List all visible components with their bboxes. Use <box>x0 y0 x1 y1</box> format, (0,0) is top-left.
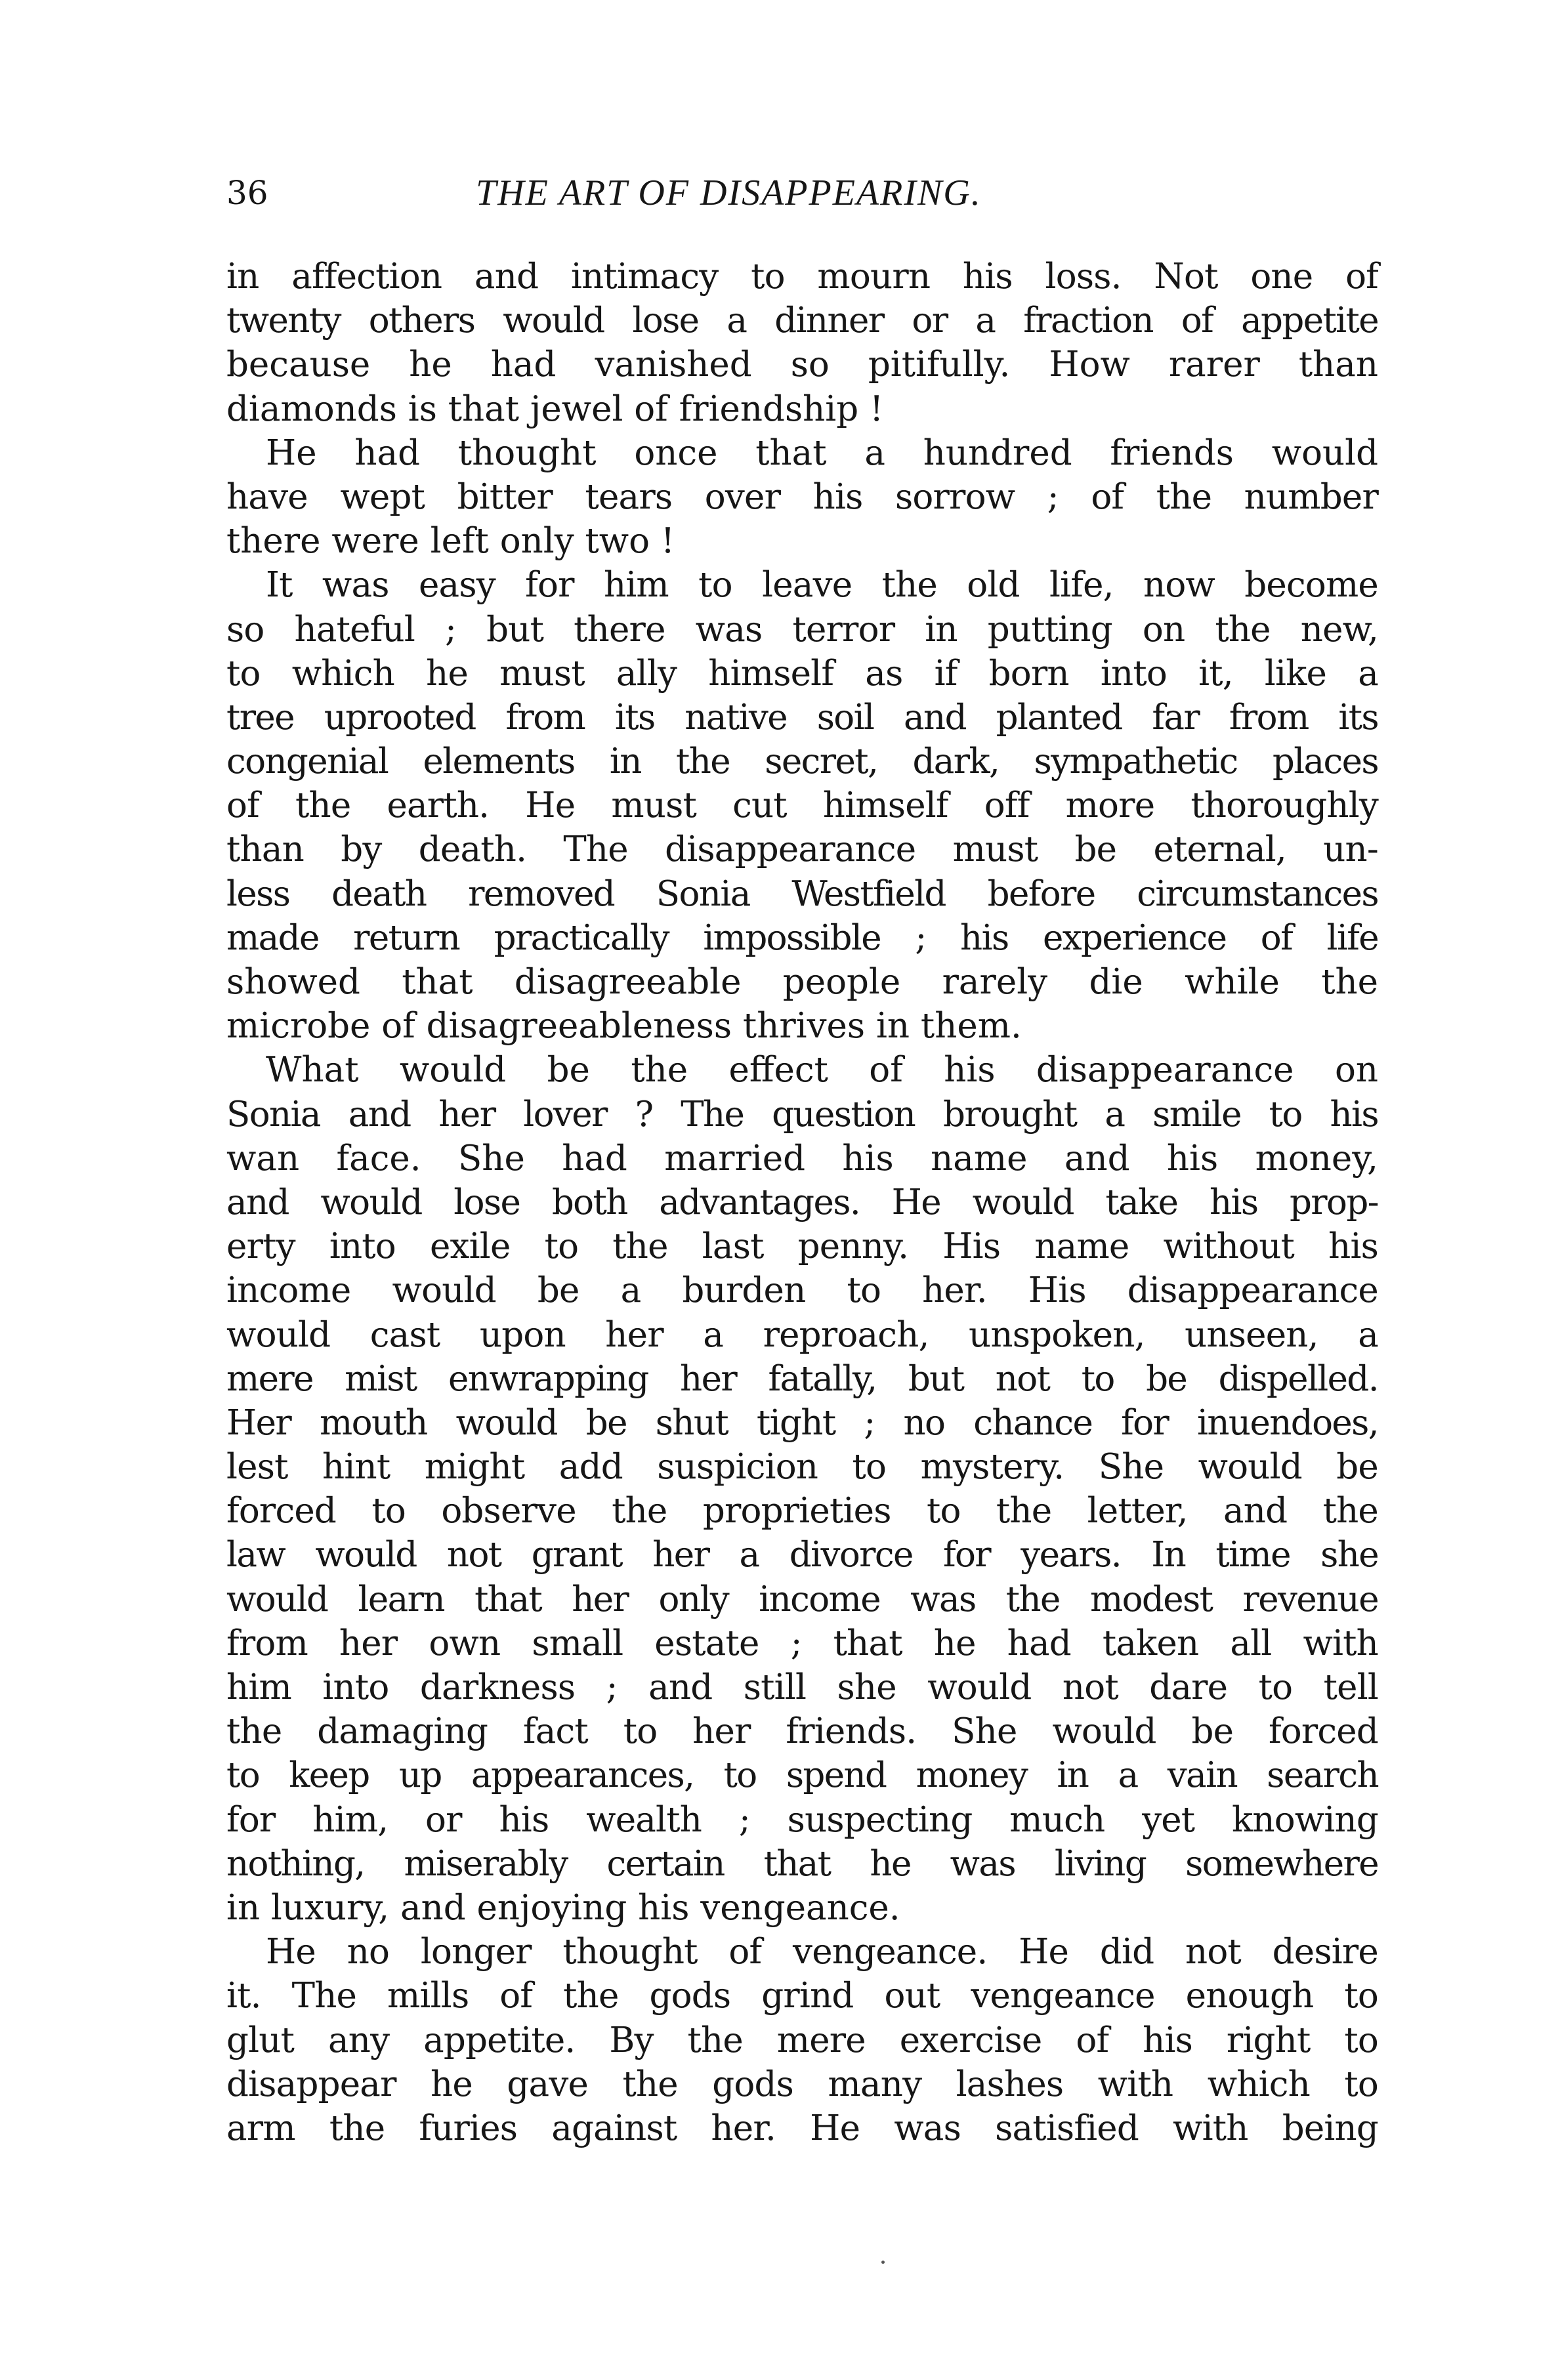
text-line: less death removed Sonia Westfield before circumstances <box>226 873 1378 914</box>
text-line: to keep up appearances, to spend money in a vain search <box>226 1755 1378 1796</box>
text-line: glut any appetite. By the mere exercise of his right to <box>226 2020 1378 2060</box>
text-line: made return practically impossible ; his experience of life <box>226 917 1378 958</box>
text-line: mere mist enwrapping her fatally, but not to be dispelled. <box>226 1358 1378 1399</box>
text-line: microbe of disagreeableness thrives in them. <box>226 1006 1022 1047</box>
text-line: law would not grant her a divorce for years. In time she <box>226 1535 1378 1576</box>
text-line: It was easy for him to leave the old life, now become <box>266 565 1378 606</box>
text-line: tree uprooted from its native soil and planted far from its <box>226 697 1378 738</box>
print-speck <box>881 2261 885 2264</box>
text-line: disappear he gave the gods many lashes with which to <box>226 2064 1378 2104</box>
text-line: Her mouth would be shut tight ; no chance for inuendoes, <box>226 1402 1378 1443</box>
text-line: diamonds is that jewel of friendship ! <box>226 388 884 429</box>
text-line: because he had vanished so pitifully. How rarer than <box>226 344 1378 385</box>
text-line: it. The mills of the gods grind out vengeance enough to <box>226 1976 1378 2016</box>
text-line: showed that disagreeable people rarely die while the <box>226 962 1378 1002</box>
text-line: and would lose both advantages. He would take his prop- <box>226 1182 1378 1222</box>
text-line: the damaging fact to her friends. She would be forced <box>226 1711 1378 1752</box>
text-line: lest hint might add suspicion to mystery. She would be <box>226 1447 1378 1488</box>
text-line: He had thought once that a hundred friends would <box>266 432 1378 473</box>
text-line: arm the furies against her. He was satisfied with being <box>226 2108 1378 2148</box>
text-line: of the earth. He must cut himself off more thoroughly <box>226 785 1378 826</box>
text-line: income would be a burden to her. His disappearance <box>226 1270 1378 1311</box>
text-line: He no longer thought of vengeance. He did not desire <box>266 1932 1378 1973</box>
text-line: in affection and intimacy to mourn his loss. Not one of <box>226 257 1378 297</box>
text-line: for him, or his wealth ; suspecting much yet knowing <box>226 1799 1378 1840</box>
text-line: wan face. She had married his name and his money, <box>226 1138 1378 1179</box>
page-header <box>226 169 1378 217</box>
text-line: in luxury, and enjoying his vengeance. <box>226 1887 900 1928</box>
text-line: Sonia and her lover ? The question brought a smile to his <box>226 1094 1378 1135</box>
text-line: twenty others would lose a dinner or a fraction of appetite <box>226 301 1378 341</box>
text-line: there were left only two ! <box>226 521 675 562</box>
text-line: to which he must ally himself as if born into it, like a <box>226 653 1378 694</box>
text-line: from her own small estate ; that he had taken all with <box>226 1623 1378 1663</box>
text-line: What would be the effect of his disappearance on <box>266 1050 1378 1091</box>
text-line: erty into exile to the last penny. His name without his <box>226 1226 1378 1267</box>
running-title: THE ART OF DISAPPEARING. <box>476 173 982 213</box>
text-line: congenial elements in the secret, dark, sympathetic places <box>226 741 1378 782</box>
text-line: would cast upon her a reproach, unspoken, unseen, a <box>226 1314 1378 1355</box>
text-line: so hateful ; but there was terror in putting on the new, <box>226 609 1378 650</box>
body-text <box>226 255 1378 2150</box>
text-line: him into darkness ; and still she would not dare to tell <box>226 1667 1378 1707</box>
text-line: than by death. The disappearance must be eternal, un- <box>226 829 1378 870</box>
page-number: 36 <box>226 174 268 212</box>
text-line: would learn that her only income was the modest revenue <box>226 1579 1378 1619</box>
text-line: forced to observe the proprieties to the letter, and the <box>226 1491 1378 1532</box>
text-line: nothing, miserably certain that he was living somewhere <box>226 1843 1378 1884</box>
text-line: have wept bitter tears over his sorrow ; of the number <box>226 476 1378 517</box>
